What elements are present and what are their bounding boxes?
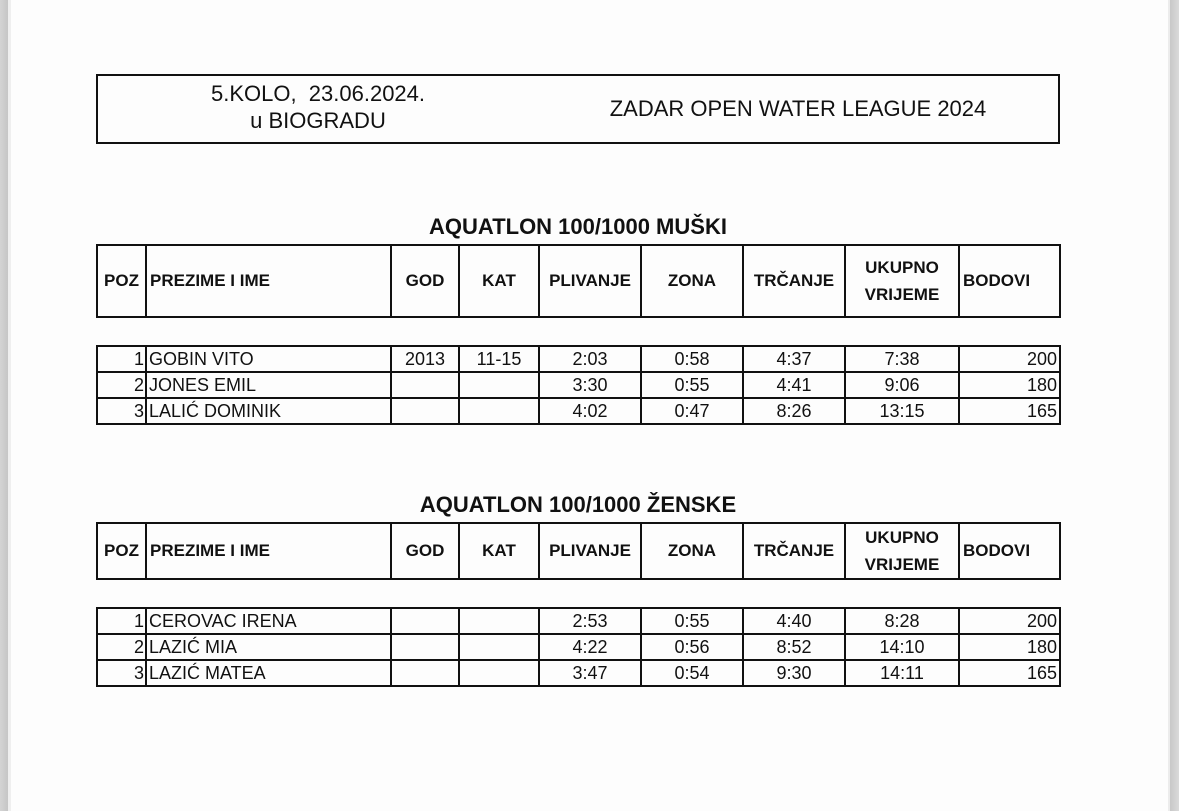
cell-ukupno: 14:11 [845,660,959,686]
cell-kat [459,660,539,686]
league-title: ZADAR OPEN WATER LEAGUE 2024 [609,96,987,121]
cell-kat [459,634,539,660]
cell-name: CEROVAC IRENA [146,608,391,634]
col-header-ukupno-line1: UKUPNO [865,258,939,277]
results-table-women [96,607,1061,687]
cell-plivanje: 3:47 [539,660,641,686]
page-edge-left [0,0,8,811]
table-row [97,346,1060,372]
cell-bodovi: 165 [959,660,1060,686]
cell-trcanje: 9:30 [743,660,845,686]
cell-ukupno: 13:15 [845,398,959,424]
col-header-ukupno [845,523,959,579]
cell-zona: 0:55 [641,608,743,634]
cell-bodovi: 165 [959,398,1060,424]
cell-zona: 0:55 [641,372,743,398]
cell-kat [459,372,539,398]
results-table-men [96,345,1061,425]
col-header-ukupno [845,245,959,317]
table-row [97,660,1060,686]
cell-poz: 3 [97,398,146,424]
cell-poz: 2 [97,634,146,660]
cell-trcanje: 8:52 [743,634,845,660]
cell-bodovi: 200 [959,608,1060,634]
table-row [97,634,1060,660]
col-header-ukupno-line2: VRIJEME [864,555,940,574]
cell-ukupno: 9:06 [845,372,959,398]
col-header-bodovi: BODOVI [959,523,1060,579]
cell-poz: 2 [97,372,146,398]
cell-ukupno: 7:38 [845,346,959,372]
col-header-name: PREZIME I IME [146,245,391,317]
col-header-plivanje: PLIVANJE [539,245,641,317]
cell-poz: 3 [97,660,146,686]
cell-god: 2013 [391,346,459,372]
cell-plivanje: 2:03 [539,346,641,372]
col-header-trcanje: TRČANJE [743,523,845,579]
cell-god [391,660,459,686]
col-header-name: PREZIME I IME [146,523,391,579]
cell-god [391,372,459,398]
cell-plivanje: 2:53 [539,608,641,634]
cell-zona: 0:54 [641,660,743,686]
col-header-poz: POZ [97,523,146,579]
results-header-men [96,244,1061,318]
cell-plivanje: 4:22 [539,634,641,660]
cell-trcanje: 4:40 [743,608,845,634]
cell-bodovi: 180 [959,634,1060,660]
table-row [97,372,1060,398]
cell-plivanje: 4:02 [539,398,641,424]
cell-name: JONES EMIL [146,372,391,398]
cell-trcanje: 8:26 [743,398,845,424]
cell-god [391,398,459,424]
col-header-ukupno-line2: VRIJEME [864,285,940,304]
cell-name: LALIĆ DOMINIK [146,398,391,424]
col-header-zona: ZONA [641,523,743,579]
cell-ukupno: 8:28 [845,608,959,634]
cell-zona: 0:56 [641,634,743,660]
cell-trcanje: 4:41 [743,372,845,398]
cell-kat [459,608,539,634]
table-row [97,608,1060,634]
col-header-god: GOD [391,245,459,317]
event-info [98,80,538,134]
page-edge-right [1170,0,1179,811]
cell-zona: 0:58 [641,346,743,372]
cell-plivanje: 3:30 [539,372,641,398]
round-date: 5.KOLO, 23.06.2024. [210,81,426,106]
col-header-zona: ZONA [641,245,743,317]
cell-ukupno: 14:10 [845,634,959,660]
cell-name: LAZIĆ MIA [146,634,391,660]
col-header-kat: KAT [459,245,539,317]
col-header-ukupno-line1: UKUPNO [865,528,939,547]
col-header-trcanje: TRČANJE [743,245,845,317]
cell-kat: 11-15 [459,346,539,372]
cell-trcanje: 4:37 [743,346,845,372]
cell-kat [459,398,539,424]
cell-name: GOBIN VITO [146,346,391,372]
col-header-poz: POZ [97,245,146,317]
cell-bodovi: 180 [959,372,1060,398]
cell-god [391,608,459,634]
section-title-men: AQUATLON 100/1000 MUŠKI [429,214,727,239]
col-header-god: GOD [391,523,459,579]
event-header-box [96,74,1060,144]
cell-name: LAZIĆ MATEA [146,660,391,686]
cell-poz: 1 [97,346,146,372]
table-row [97,398,1060,424]
results-header-women [96,522,1061,580]
col-header-bodovi: BODOVI [959,245,1060,317]
cell-bodovi: 200 [959,346,1060,372]
event-location: u BIOGRADU [250,108,386,133]
cell-god [391,634,459,660]
page-edge-left-shadow [8,0,11,811]
col-header-plivanje: PLIVANJE [539,523,641,579]
cell-poz: 1 [97,608,146,634]
col-header-kat: KAT [459,523,539,579]
section-title-women: AQUATLON 100/1000 ŽENSKE [419,492,737,517]
cell-zona: 0:47 [641,398,743,424]
